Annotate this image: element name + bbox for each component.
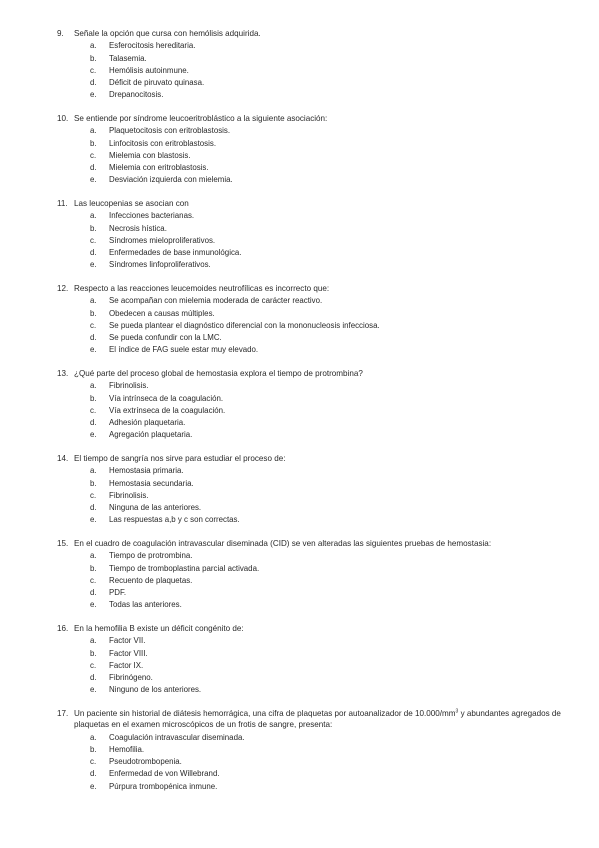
option-letter: b. <box>90 648 97 658</box>
question-text: En el cuadro de coagulación intravascular diseminada (CID) se ven alteradas las siguientes pruebas de hemostasia: <box>74 539 492 548</box>
option-letter: a. <box>90 636 97 646</box>
option-text: Fibrinolisis. <box>109 490 149 500</box>
option-text: Todas las anteriores. <box>109 600 182 610</box>
option-item <box>57 417 577 429</box>
option-text: Tiempo de tromboplastina parcial activada. <box>109 563 260 573</box>
option-item <box>57 672 577 684</box>
option-item <box>57 648 577 660</box>
option-letter: a. <box>90 551 97 561</box>
option-letter: b. <box>90 223 97 233</box>
question-14 <box>57 453 577 526</box>
option-letter: b. <box>90 138 97 148</box>
question-number: 9. <box>57 29 64 38</box>
option-text: Talasemia. <box>109 53 147 63</box>
superscript: 3 <box>455 708 459 715</box>
option-text: Pseudotrombopenia. <box>109 757 182 767</box>
option-letter: a. <box>90 466 97 476</box>
option-item <box>57 77 577 89</box>
option-letter: d. <box>90 418 97 428</box>
option-item <box>57 756 577 768</box>
option-text: Linfocitosis con eritroblastosis. <box>109 138 217 148</box>
question-text-part: y abundantes agregados de plaquetas en el examen microscópicos de un frotis de sangre, presenta: <box>74 709 561 730</box>
option-list <box>57 550 577 611</box>
option-letter: c. <box>90 405 97 415</box>
option-text: Enfermedad de von Willebrand. <box>109 769 220 779</box>
option-text: Agregación plaquetaria. <box>109 430 193 440</box>
option-item <box>57 295 577 307</box>
option-text: PDF. <box>109 588 127 598</box>
option-text: Síndromes linfoproliferativos. <box>109 260 211 270</box>
option-item <box>57 40 577 52</box>
option-item <box>57 344 577 356</box>
option-item <box>57 138 577 150</box>
option-letter: a. <box>90 126 97 136</box>
option-letter: d. <box>90 673 97 683</box>
option-text: Las respuestas a,b y c son correctas. <box>109 515 240 525</box>
option-item <box>57 65 577 77</box>
option-letter: b. <box>90 478 97 488</box>
option-text: Factor IX. <box>109 660 144 670</box>
option-text: Necrosis hística. <box>109 223 167 233</box>
option-item <box>57 320 577 332</box>
question-text: Señale la opción que cursa con hemólisis adquirida. <box>74 29 261 38</box>
option-text: Desviación izquierda con mielemia. <box>109 175 233 185</box>
option-text: Déficit de piruvato quinasa. <box>109 78 205 88</box>
option-letter: e. <box>90 175 97 185</box>
question-15 <box>57 538 577 611</box>
option-item <box>57 332 577 344</box>
option-text: Ninguno de los anteriores. <box>109 685 202 695</box>
option-item <box>57 429 577 441</box>
option-letter: d. <box>90 503 97 513</box>
option-letter: b. <box>90 393 97 403</box>
option-list <box>57 295 577 356</box>
option-letter: c. <box>90 490 97 500</box>
option-list <box>57 40 577 101</box>
option-item <box>57 550 577 562</box>
question-number: 12. <box>57 284 69 293</box>
question-text-part: Un paciente sin historial de diátesis hemorrágica, una cifra de plaquetas por autoanalizador de 10.000/mm <box>74 709 456 718</box>
option-item <box>57 599 577 611</box>
option-item <box>57 223 577 235</box>
question-number: 10. <box>57 114 69 123</box>
option-letter: c. <box>90 757 97 767</box>
option-item <box>57 684 577 696</box>
option-text: Síndromes mieloproliferativos. <box>109 235 216 245</box>
option-letter: a. <box>90 381 97 391</box>
option-list <box>57 732 577 793</box>
question-9 <box>57 28 577 101</box>
question-13 <box>57 368 577 441</box>
option-letter: d. <box>90 333 97 343</box>
question-text <box>74 708 577 731</box>
option-letter: e. <box>90 685 97 695</box>
option-list <box>57 210 577 271</box>
option-item <box>57 235 577 247</box>
option-text: Factor VIII. <box>109 648 148 658</box>
option-item <box>57 89 577 101</box>
option-text: Coagulación intravascular diseminada. <box>109 732 245 742</box>
question-text: Se entiende por síndrome leucoeritroblástico a la siguiente asociación: <box>74 114 328 123</box>
option-text: Se pueda plantear el diagnóstico diferencial con la mononucleosis infecciosa. <box>109 320 380 330</box>
question-16 <box>57 623 577 696</box>
option-letter: d. <box>90 588 97 598</box>
option-text: Mielemia con eritroblastosis. <box>109 163 209 173</box>
option-text: Infecciones bacterianas. <box>109 211 195 221</box>
option-item <box>57 587 577 599</box>
option-item <box>57 490 577 502</box>
option-item <box>57 502 577 514</box>
option-text: El índice de FAG suele estar muy elevado. <box>109 345 259 355</box>
option-text: Vía intrínseca de la coagulación. <box>109 393 224 403</box>
question-12 <box>57 283 577 356</box>
option-item <box>57 393 577 405</box>
option-text: Obedecen a causas múltiples. <box>109 308 215 318</box>
option-item <box>57 465 577 477</box>
option-text: Hemostasia primaria. <box>109 466 184 476</box>
option-text: Ninguna de las anteriores. <box>109 503 202 513</box>
option-item <box>57 405 577 417</box>
option-item <box>57 150 577 162</box>
option-letter: d. <box>90 163 97 173</box>
option-text: Se pueda confundir con la LMC. <box>109 333 222 343</box>
option-item <box>57 308 577 320</box>
question-text: Respecto a las reacciones leucemoides neutrofílicas es incorrecto que: <box>74 284 330 293</box>
option-item <box>57 53 577 65</box>
option-list <box>57 465 577 526</box>
option-text: Plaquetocitosis con eritroblastosis. <box>109 126 231 136</box>
option-text: Adhesión plaquetaria. <box>109 418 186 428</box>
option-text: Púrpura trombopénica inmune. <box>109 781 218 791</box>
option-letter: e. <box>90 260 97 270</box>
option-letter: d. <box>90 769 97 779</box>
question-11 <box>57 198 577 271</box>
option-letter: c. <box>90 150 97 160</box>
option-letter: e. <box>90 781 97 791</box>
question-text: ¿Qué parte del proceso global de hemostasia explora el tiempo de protrombina? <box>74 369 363 378</box>
option-text: Hemofilia. <box>109 745 145 755</box>
question-number: 11. <box>57 199 68 208</box>
option-text: Drepanocitosis. <box>109 90 164 100</box>
option-text: Factor VII. <box>109 636 146 646</box>
option-list <box>57 635 577 696</box>
option-item <box>57 259 577 271</box>
option-text: Vía extrínseca de la coagulación. <box>109 405 226 415</box>
option-letter: e. <box>90 90 97 100</box>
option-text: Tiempo de protrombina. <box>109 551 193 561</box>
question-text: Las leucopenias se asocian con <box>74 199 189 208</box>
question-number: 15. <box>57 539 69 548</box>
option-item <box>57 162 577 174</box>
option-letter: e. <box>90 430 97 440</box>
option-item <box>57 125 577 137</box>
question-text: En la hemofilia B existe un déficit congénito de: <box>74 624 244 633</box>
question-10 <box>57 113 577 186</box>
option-item <box>57 781 577 793</box>
question-number: 13. <box>57 369 69 378</box>
question-number: 16. <box>57 624 69 633</box>
option-item <box>57 768 577 780</box>
option-letter: b. <box>90 563 97 573</box>
option-text: Esferocitosis hereditaria. <box>109 41 196 51</box>
option-letter: d. <box>90 78 97 88</box>
option-item <box>57 563 577 575</box>
option-letter: b. <box>90 308 97 318</box>
question-number: 17. <box>57 709 69 718</box>
option-letter: a. <box>90 41 97 51</box>
option-letter: a. <box>90 732 97 742</box>
option-item <box>57 210 577 222</box>
option-letter: b. <box>90 53 97 63</box>
option-item <box>57 575 577 587</box>
option-letter: c. <box>90 65 97 75</box>
option-letter: c. <box>90 320 97 330</box>
option-letter: e. <box>90 600 97 610</box>
option-letter: b. <box>90 745 97 755</box>
option-letter: d. <box>90 248 97 258</box>
option-letter: e. <box>90 345 97 355</box>
option-item <box>57 478 577 490</box>
option-item <box>57 247 577 259</box>
option-text: Hemostasia secundaria. <box>109 478 194 488</box>
option-item <box>57 380 577 392</box>
option-list <box>57 380 577 441</box>
question-text: El tiempo de sangría nos sirve para estudiar el proceso de: <box>74 454 286 463</box>
question-17 <box>57 708 577 793</box>
option-letter: c. <box>90 235 97 245</box>
question-number: 14. <box>57 454 69 463</box>
option-text: Enfermedades de base inmunológica. <box>109 248 242 258</box>
option-item <box>57 732 577 744</box>
option-list <box>57 125 577 186</box>
option-item <box>57 174 577 186</box>
option-text: Mielemia con blastosis. <box>109 150 191 160</box>
option-letter: c. <box>90 660 97 670</box>
option-letter: a. <box>90 211 97 221</box>
option-item <box>57 635 577 647</box>
option-item <box>57 744 577 756</box>
option-text: Recuento de plaquetas. <box>109 575 193 585</box>
option-letter: c. <box>90 575 97 585</box>
option-text: Hemólisis autoinmune. <box>109 65 189 75</box>
option-text: Fibrinógeno. <box>109 673 153 683</box>
option-item <box>57 660 577 672</box>
option-letter: a. <box>90 296 97 306</box>
option-item <box>57 514 577 526</box>
option-text: Fibrinolisis. <box>109 381 149 391</box>
option-letter: e. <box>90 515 97 525</box>
option-text: Se acompañan con mielemia moderada de carácter reactivo. <box>109 296 323 306</box>
